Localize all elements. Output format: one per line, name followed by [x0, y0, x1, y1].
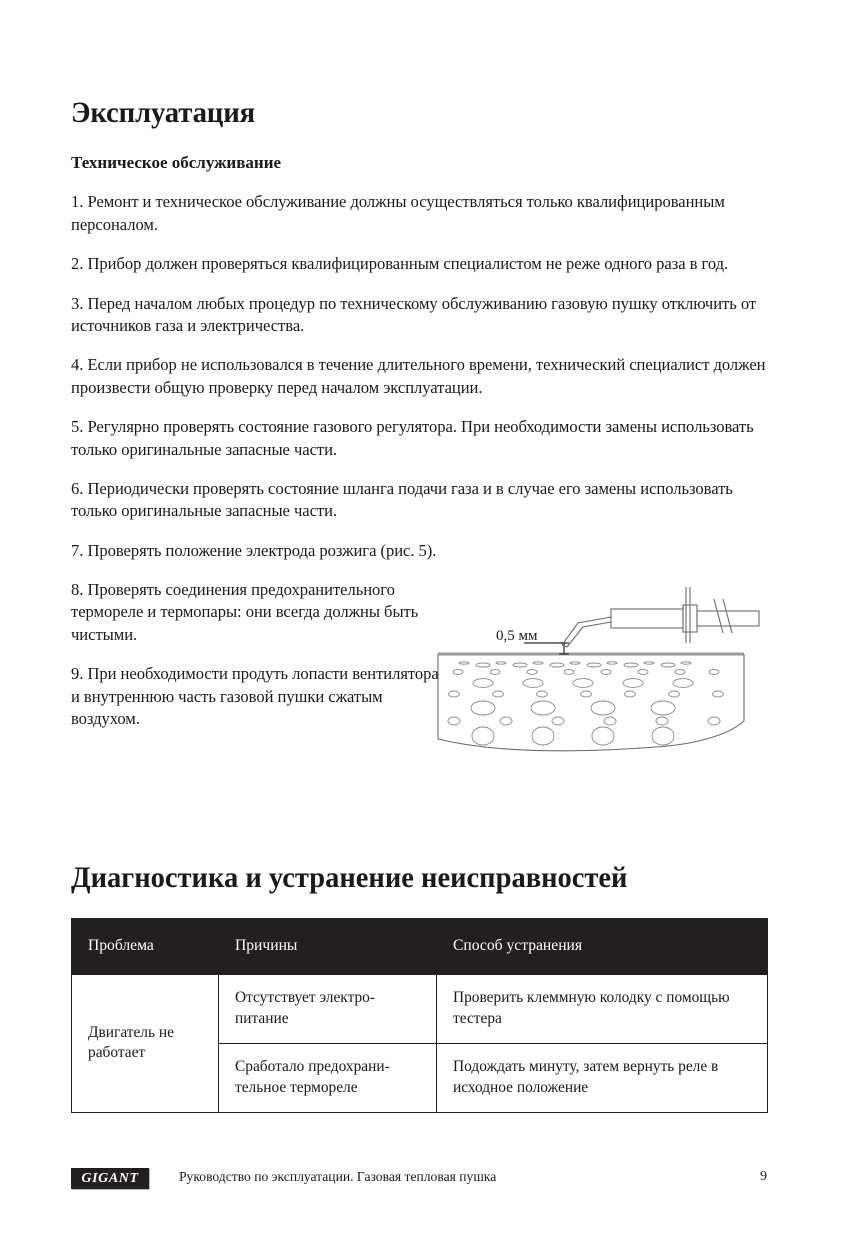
- cell-remedy-wait-and-reset-relay: Подождать минуту, затем вернуть реле в исходное положение: [437, 1044, 768, 1113]
- column-header-problem: Проблема: [72, 919, 219, 975]
- maintenance-item-7: 7. Проверять положение электрода розжига (рис. 5).: [71, 540, 437, 560]
- cell-remedy-check-terminal-block: Проверить клеммную колодку с помощью тестера: [437, 975, 768, 1044]
- section-title-troubleshooting: Диагностика и устранение неисправностей: [71, 861, 628, 895]
- page-content: [71, 96, 767, 1113]
- troubleshooting-table: [71, 918, 768, 1113]
- maintenance-item-4: 4. Если прибор не использовался в течение длительного времени, технический специалист должен произвести общую проверку перед началом эксплуатации.: [71, 355, 766, 397]
- table-header-row: [72, 919, 768, 975]
- page-number: 9: [760, 1169, 767, 1184]
- maintenance-item-3: 3. Перед началом любых процедур по техническому обслуживанию газовую пушку отключить от источников газа и электричества.: [71, 293, 757, 335]
- ignition-electrode-gap-diagram: [426, 581, 771, 771]
- column-header-causes: Причины: [219, 919, 437, 975]
- column-header-remedy: Способ устранения: [437, 919, 768, 975]
- gigant-logo: GIGANT: [71, 1168, 149, 1189]
- maintenance-item-8: 8. Проверять соединения предохранительного термореле и термопары: они всегда должны быть чистыми.: [71, 580, 419, 644]
- cell-problem-motor-not-working: Двигатель не работает: [72, 975, 219, 1113]
- figure-side-text: [71, 579, 443, 730]
- maintenance-item-9: 9. При необходимости продуть лопасти вентилятора и внутреннюю часть газовой пушки сжатым воздухом.: [71, 664, 439, 729]
- page-footer: [71, 1166, 767, 1196]
- maintenance-item-5: 5. Регулярно проверять состояние газового регулятора. При необходимости замены использовать только оригинальные запасные части.: [71, 417, 754, 459]
- figure-with-text-block: [71, 579, 767, 775]
- cell-cause-no-power: Отсутствует электро-питание: [219, 975, 437, 1044]
- maintenance-item-2: 2. Прибор должен проверяться квалифицированным специалистом не реже одного раза в год.: [71, 254, 729, 274]
- cell-cause-thermal-relay-tripped: Сработало предохрани-тельное термореле: [219, 1044, 437, 1113]
- subsection-title-maintenance: Техническое обслуживание: [71, 153, 282, 172]
- gap-dimension-label: 0,5 мм: [496, 628, 538, 645]
- table-row: [72, 975, 768, 1044]
- footer-document-title: Руководство по эксплуатации. Газовая тепловая пушка: [179, 1169, 497, 1184]
- page-title: Эксплуатация: [71, 96, 255, 129]
- maintenance-item-6: 6. Периодически проверять состояние шланга подачи газа и в случае его замены использовать только оригинальные запасные части.: [71, 478, 733, 521]
- maintenance-item-1: 1. Ремонт и техническое обслуживание должны осуществляться только квалифицированным персоналом.: [71, 192, 725, 234]
